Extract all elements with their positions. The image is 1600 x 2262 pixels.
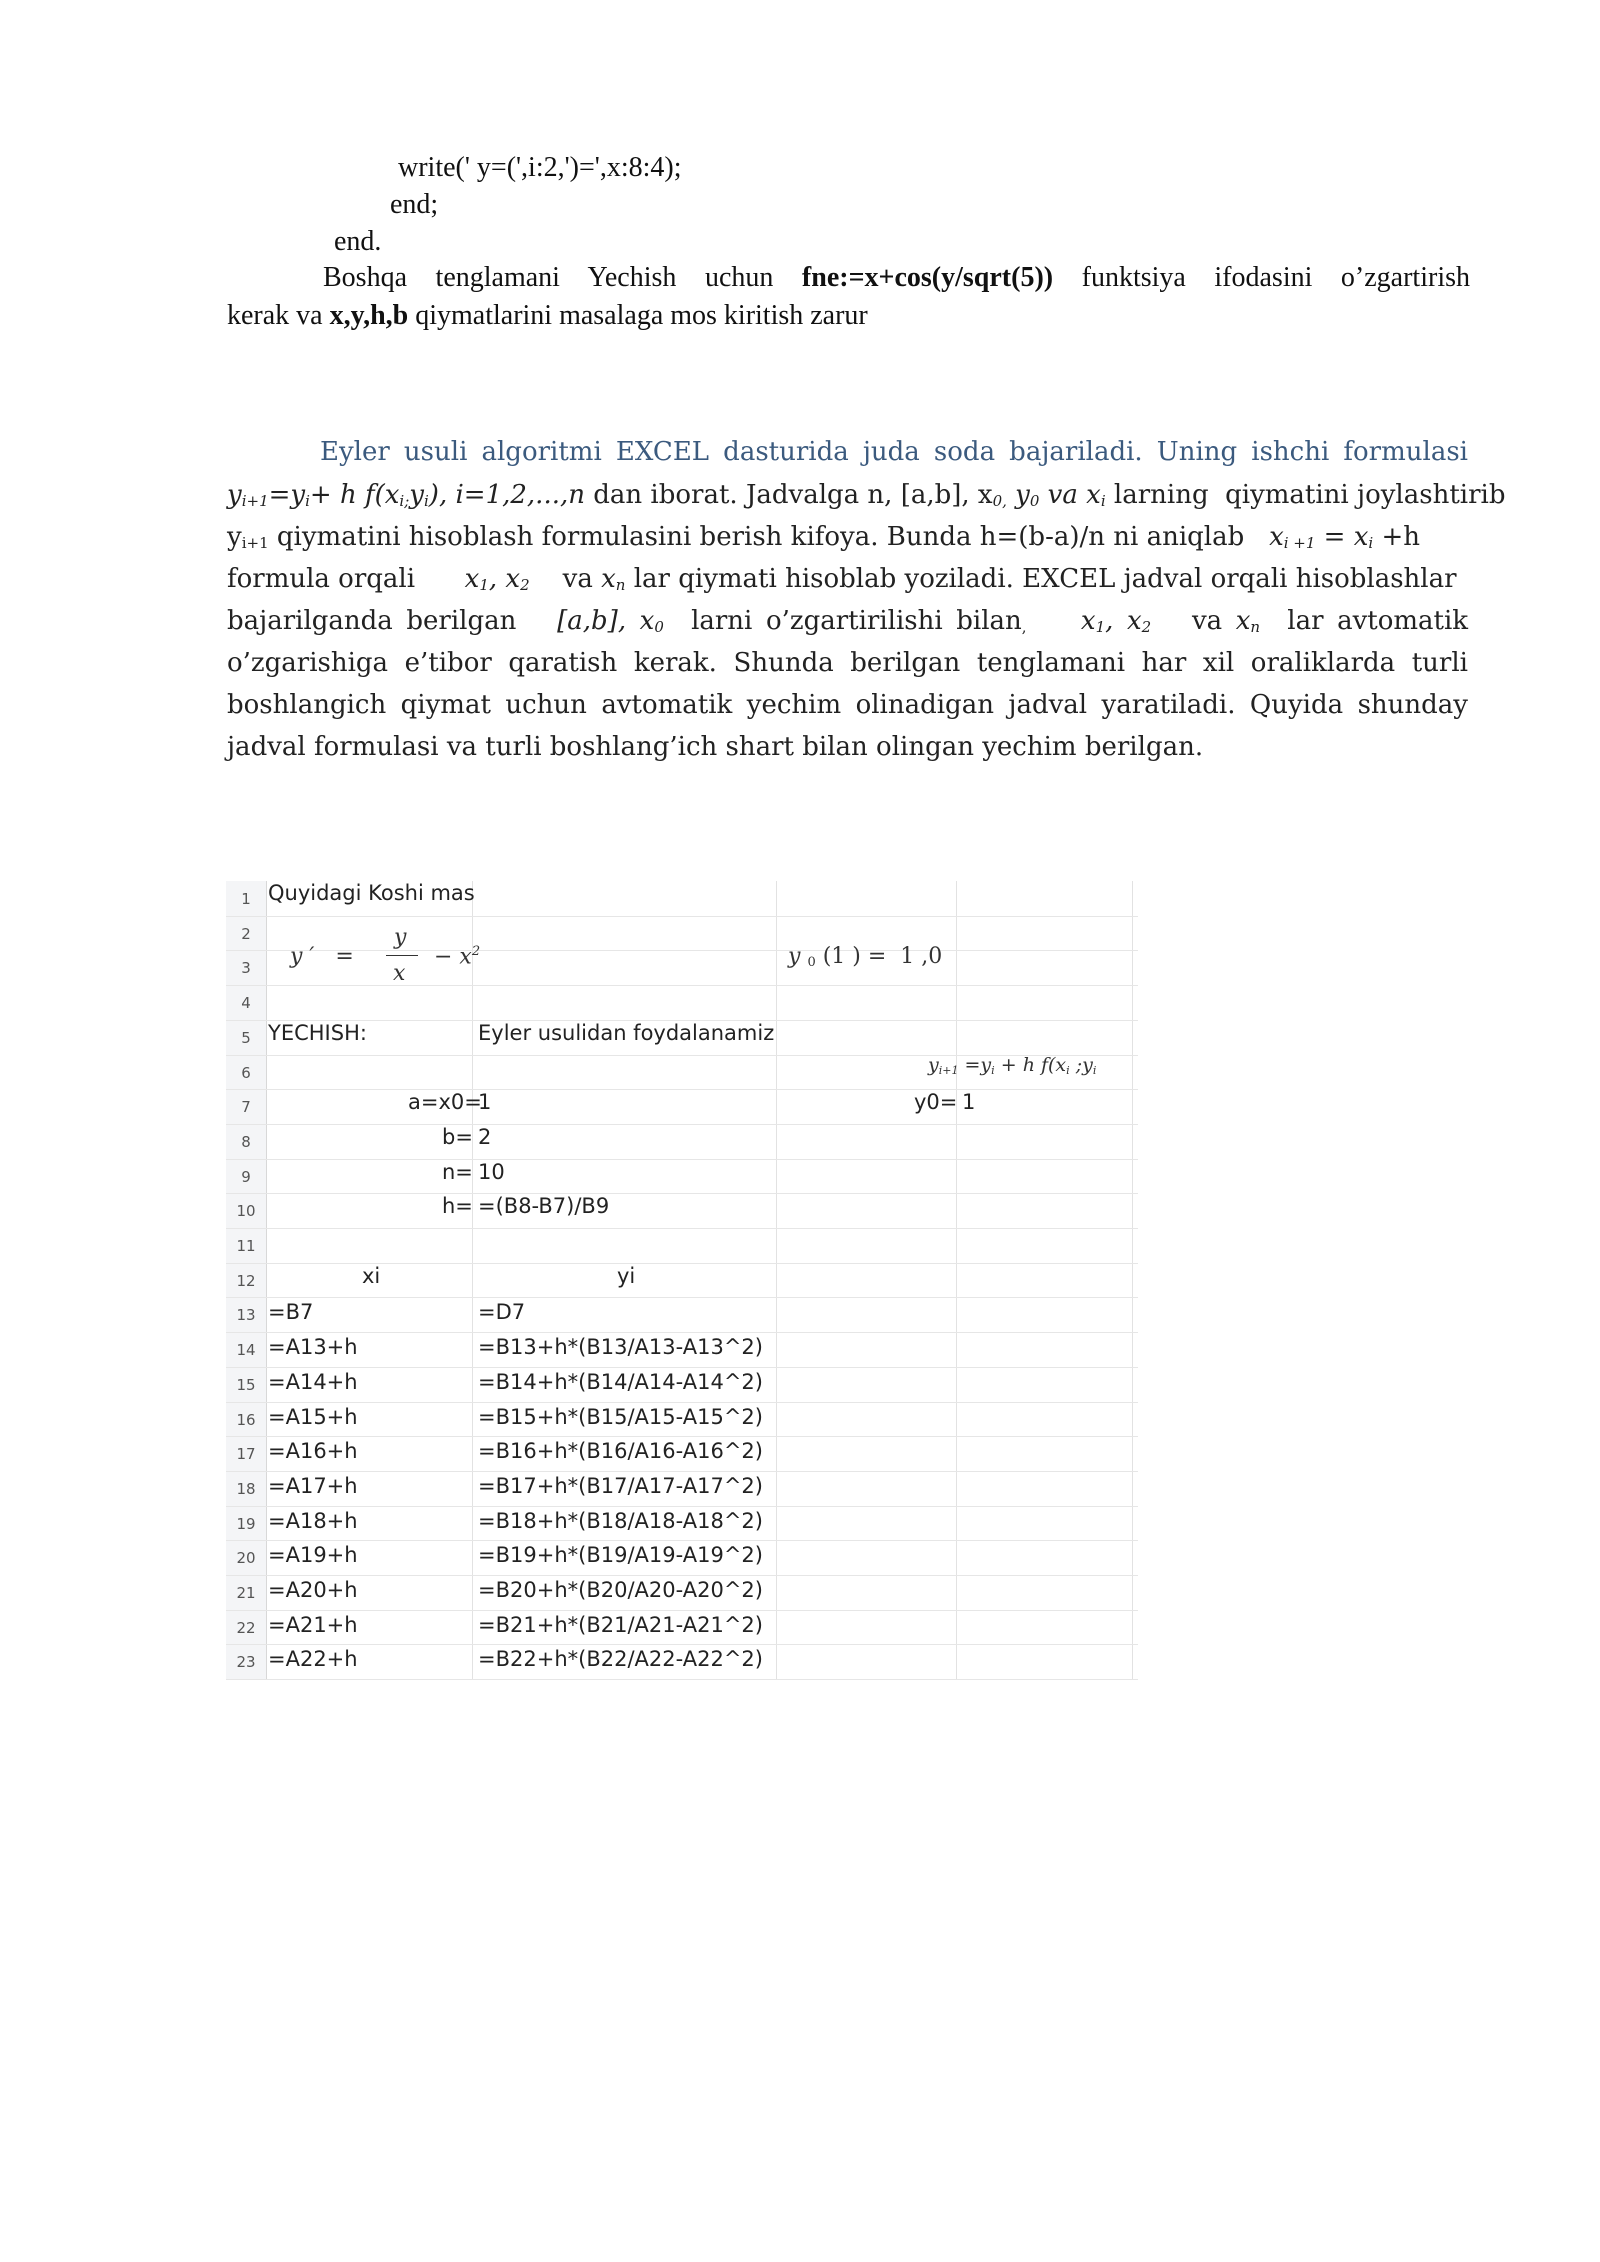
row-number: 2 xyxy=(241,924,251,943)
cell-y: =B15+h*(B15/A15-A15^2) xyxy=(478,1404,763,1429)
row-number: 10 xyxy=(236,1202,256,1221)
code-line-end: end; xyxy=(390,189,439,220)
row-number: 9 xyxy=(241,1167,251,1186)
row-number: 20 xyxy=(236,1549,256,1568)
row-number: 16 xyxy=(236,1410,256,1429)
label-y0: y0= xyxy=(914,1090,958,1114)
row-number: 3 xyxy=(241,959,251,978)
para2-line2: $y_{i+1}=y_i+ h$ $f(x_{i;}y_i)$, i=1,2,...,n dan iborat. Jadvalga n, [a,b], $x_{0,}$ $y_0$ va $x_i$ larning qiymatini joylashtirib xyxy=(227,480,1506,510)
row-number: 18 xyxy=(236,1479,256,1498)
row-number: 13 xyxy=(236,1306,256,1325)
cell-x: =A17+h xyxy=(268,1473,358,1498)
cell-y: =B17+h*(B17/A17-A17^2) xyxy=(478,1473,763,1498)
row-number: 1 xyxy=(241,890,251,908)
row-number: 19 xyxy=(236,1514,256,1533)
label-h: h= xyxy=(442,1194,473,1218)
row-number: 11 xyxy=(236,1237,256,1255)
cell-y: =B16+h*(B16/A16-A16^2) xyxy=(478,1439,763,1464)
cell-x: =A16+h xyxy=(268,1439,358,1464)
para1-line1: Boshqa tenglamani Yechish uchun fne:=x+cos(y/sqrt(5)) funktsiya ifodasini o’zgartirish xyxy=(323,262,1470,293)
row-number: 23 xyxy=(236,1653,256,1672)
equation-lhs: y ′ = xyxy=(290,944,354,969)
cell-x: =B7 xyxy=(268,1300,314,1325)
row-number: 21 xyxy=(236,1584,256,1602)
cell-x: =A13+h xyxy=(268,1335,358,1360)
row-number: 12 xyxy=(236,1271,256,1290)
equation-initial: y $_0$ (1 ) = 1 ,0 xyxy=(788,944,943,970)
cell-x: =A22+h xyxy=(268,1647,358,1672)
cell-x: =A18+h xyxy=(268,1508,358,1533)
label-b: b= xyxy=(442,1125,473,1149)
code-line-end-final: end. xyxy=(334,226,382,257)
para2-line8: jadval formulasi va turli boshlang’ich shart bilan olingan yechim berilgan. xyxy=(227,732,1204,762)
label-a: a=x0= xyxy=(408,1090,482,1114)
row-number: 15 xyxy=(236,1375,256,1394)
row-number: 4 xyxy=(241,994,251,1013)
header-yi: yi xyxy=(617,1264,636,1288)
cell-x: =A21+h xyxy=(268,1612,358,1637)
excel-sheet xyxy=(226,881,1138,1680)
para1-line2: kerak va x,y,h,b qiymatlarini masalaga mos kiritish zarur xyxy=(227,300,868,331)
para2-line6: o’zgarishiga e’tibor qaratish kerak. Shunda berilgan tenglamani har xil oraliklarda turli xyxy=(227,648,1468,678)
row-number: 7 xyxy=(241,1098,251,1117)
row-number: 17 xyxy=(236,1445,256,1464)
value-b: 2 xyxy=(478,1125,492,1149)
cell-y: =B19+h*(B19/A19-A19^2) xyxy=(478,1543,763,1568)
para2-line5: bajarilganda berilgan [a,b], $x_0$ larni o’zgartirilishi bilan$_,$ $x_1$, $x_2$ va $x_n$ lar avtomatik xyxy=(227,606,1469,636)
cell-y: =B20+h*(B20/A20-A20^2) xyxy=(478,1578,763,1602)
cell-x: =A14+h xyxy=(268,1369,358,1394)
row-number: 5 xyxy=(241,1028,251,1047)
para2-line3: $y_{i+1}$ qiymatini hisoblash formulasini berish kifoya. Bunda h=(b-a)/n ni aniqlab $x_{i +1} = x_i +h$ xyxy=(227,522,1421,552)
code-line-write: write(' y=(',i:2,')=',x:8:4); xyxy=(398,152,682,183)
cell-x: =A20+h xyxy=(268,1578,358,1602)
row-number: 14 xyxy=(236,1341,256,1360)
cell-y: =D7 xyxy=(478,1300,526,1325)
row-number: 6 xyxy=(241,1063,251,1082)
yechish-label: YECHISH: xyxy=(268,1021,367,1045)
equation-rhs: − $x^2$ xyxy=(434,944,481,970)
cell-x: =A15+h xyxy=(268,1404,358,1429)
equation-frac-den: x xyxy=(393,961,406,986)
para2-line7: boshlangich qiymat uchun avtomatik yechim olinadigan jadval yaratiladi. Quyida shunday xyxy=(227,690,1468,720)
cell-y: =B18+h*(B18/A18-A18^2) xyxy=(478,1508,763,1533)
title-cell: Quyidagi Koshi mas xyxy=(268,881,475,905)
cell-y: =B22+h*(B22/A22-A22^2) xyxy=(478,1647,763,1672)
euler-formula: $y_{i+1} =y_i + h$ $f(x_i$ $;y_i$ xyxy=(928,1054,1097,1077)
label-n: n= xyxy=(442,1160,473,1184)
cell-y: =B13+h*(B13/A13-A13^2) xyxy=(478,1335,763,1360)
para2-line1: Eyler usuli algoritmi EXCEL dasturida juda soda bajariladi. Uning ishchi formulasi xyxy=(320,437,1468,467)
para2-line4: formula orqali $x_1$, $x_2$ va $x_n$ lar qiymati hisoblab yoziladi. EXCEL jadval orqali hisoblashlar xyxy=(227,564,1457,594)
value-y0: 1 xyxy=(962,1090,976,1114)
value-h: =(B8-B7)/B9 xyxy=(478,1194,610,1218)
cell-y: =B21+h*(B21/A21-A21^2) xyxy=(478,1612,763,1637)
cell-y: =B14+h*(B14/A14-A14^2) xyxy=(478,1369,763,1394)
row-number: 8 xyxy=(241,1132,251,1151)
row-number: 22 xyxy=(236,1618,256,1637)
eyler-label: Eyler usulidan foydalanamiz xyxy=(478,1021,775,1045)
header-xi: xi xyxy=(362,1264,381,1288)
value-a: 1 xyxy=(478,1090,492,1114)
equation-frac-num: y xyxy=(394,925,407,950)
cell-x: =A19+h xyxy=(268,1543,358,1568)
value-n: 10 xyxy=(478,1160,505,1184)
